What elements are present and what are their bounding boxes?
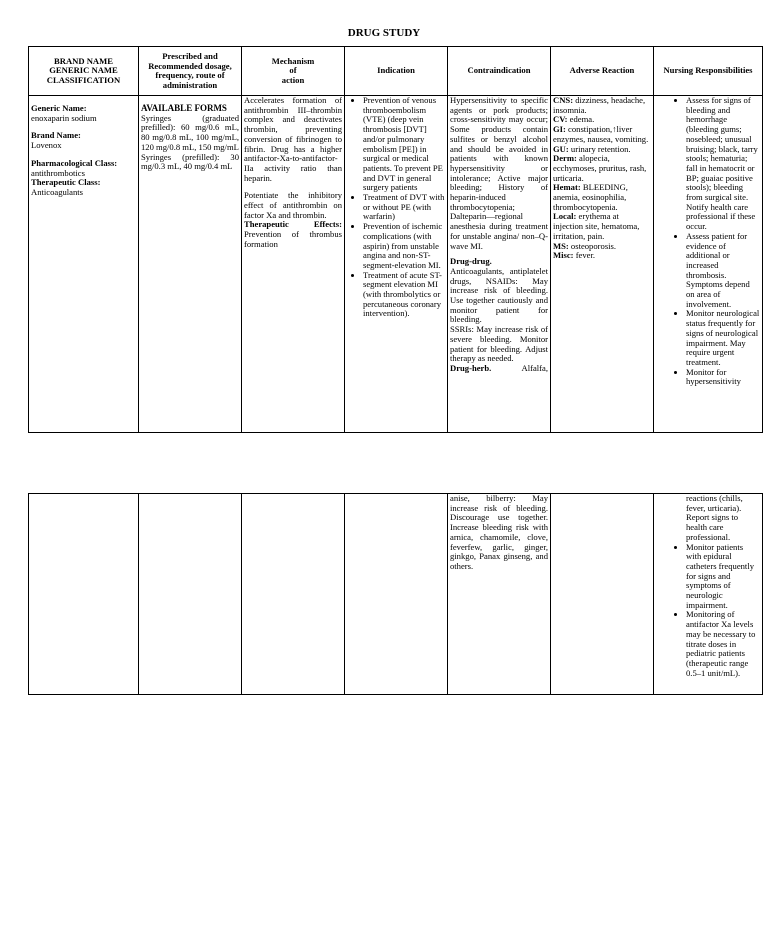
- cell-empty: [551, 494, 654, 695]
- cell-empty: [242, 494, 345, 695]
- list-item: • Monitor patients with epidural catheters frequently for signs and symptoms of neurologic impairment.: [686, 543, 760, 611]
- list-item: • Treatment of acute ST-segment elevation MI (with thrombolytics or percutaneous coronary intervention).: [363, 271, 445, 320]
- header-row: [29, 47, 763, 96]
- cell-names-classification: [29, 96, 139, 433]
- cell-empty: [29, 494, 139, 695]
- cell-adverse-reaction: [551, 96, 654, 433]
- cell-contraindication-continued: [448, 494, 551, 695]
- cell-empty: [345, 494, 448, 695]
- brand-name-label: Brand Name:: [31, 130, 81, 141]
- table-row: [29, 494, 763, 695]
- generic-name-value: enoxaparin sodium: [31, 112, 97, 123]
- therapeutic-effects-value: Prevention of thrombus formation: [244, 229, 342, 249]
- cell-nursing-continued: [654, 494, 763, 695]
- nursing-continued-text: reactions (chills, fever, urticaria). Report signs to health care professional.: [686, 493, 743, 542]
- adverse-item: Hemat: BLEEDING, anemia, eosinophilia, thrombocytopenia.: [553, 182, 628, 212]
- drug-drug-label: Drug-drug.: [450, 256, 492, 267]
- dosage-graduated-syringes: Syringes (graduated prefilled): 60 mg/0.6 mL, 80 mg/0.8 mL, 100 mg/mL, 120 mg/0.8 mL, 150 mg/mL: [141, 112, 239, 152]
- header-adverse-reaction: Adverse Reaction: [551, 47, 654, 96]
- cell-nursing-responsibilities: [654, 96, 763, 433]
- pharmacological-class-value: antithrombotics: [31, 167, 85, 178]
- nursing-list: [656, 96, 760, 387]
- adverse-item: GI: constipation,↑liver enzymes, nausea, vomiting.: [553, 124, 649, 144]
- adverse-item: Misc: fever.: [553, 250, 596, 261]
- drug-herb-label: Drug-herb.: [450, 362, 492, 373]
- drug-herb-text: anise, bilberry: May increase risk of bleeding. Discourage use together. Increase bleeding risk with arnica, chamomile, clove, feverfew, garlic, ginger, ginkgo, Panax ginseng, and others.: [450, 493, 548, 571]
- therapeutic-effects-label: Therapeutic Effects:: [244, 219, 342, 230]
- table-row: [29, 96, 763, 433]
- drug-study-table-continued: [28, 493, 763, 695]
- adverse-item: Derm: alopecia, ecchymoses, pruritus, rash, urticaria.: [553, 153, 647, 183]
- available-forms-heading: AVAILABLE FORMS: [141, 103, 227, 113]
- list-item: • Prevention of venous thromboembolism (VTE) (deep vein thrombosis [DVT] and/or pulmonary embolism [PE]) in surgical or medical patients. To prevent PE and DVT in general surgery patients: [363, 96, 445, 193]
- drug-drug-text: Anticoagulants, antiplatelet drugs, NSAIDs: May increase risk of bleeding. Use together cautiously and monitor patient for bleeding.: [450, 265, 548, 325]
- cell-dosage: [139, 96, 242, 433]
- header-brand-generic-classification: BRAND NAME GENERIC NAME CLASSIFICATION: [29, 47, 139, 96]
- list-item: • Treatment of DVT with or without PE (with warfarin): [363, 193, 445, 222]
- list-item: • Assess for signs of bleeding and hemorrhage (bleeding gums; nosebleed; unusual bruising; black, tarry stools; hematuria; fall in hematocrit or BP; guaiac positive stools); bleeding from surgical site. Notify health care professional if these occur.: [686, 96, 760, 232]
- adverse-item: CV: edema.: [553, 114, 595, 125]
- generic-name-label: Generic Name:: [31, 103, 87, 113]
- nursing-list-continued: [656, 543, 760, 679]
- adverse-item: GU: urinary retention.: [553, 143, 631, 154]
- header-mechanism: Mechanism of action: [242, 47, 345, 96]
- indication-list: [347, 96, 445, 319]
- drug-herb-start: Alfalfa,: [521, 362, 548, 373]
- therapeutic-class-label: Therapeutic Class:: [31, 177, 101, 188]
- cell-contraindication: [448, 96, 551, 433]
- list-item: • Monitor for hypersensitivity: [686, 368, 760, 387]
- list-item: • Monitor neurological status frequently for signs of neurological impairment. May require urgent treatment.: [686, 309, 760, 367]
- cell-mechanism: [242, 96, 345, 433]
- dosage-prefilled-syringes: Syringes (prefilled): 30 mg/0.3 mL, 40 mg/0.4 mL: [141, 151, 239, 172]
- adverse-item: MS: osteoporosis.: [553, 240, 617, 251]
- mechanism-inhibitory-text: Potentiate the inhibitory effect of antithrombin on factor Xa and thrombin.: [244, 190, 342, 220]
- list-item: • Prevention of ischemic complications (with aspirin) from unstable angina and non-ST-segment-elevation MI.: [363, 222, 445, 271]
- list-item: • Monitoring of antifactor Xa levels may be necessary to titrate doses in pediatric patients (therapeutic range 0.5–1 unit/mL).: [686, 610, 760, 678]
- list-item: • Assess patient for evidence of additional or increased thrombosis. Symptoms depend on area of involvement.: [686, 232, 760, 310]
- adverse-item: Local: erythema at injection site, hematoma, irritation, pain.: [553, 211, 640, 241]
- header-nursing-responsibilities: Nursing Responsibilities: [654, 47, 763, 96]
- cell-empty: [139, 494, 242, 695]
- adverse-item: CNS: dizziness, headache, insomnia.: [553, 95, 646, 115]
- mechanism-text: Accelerates formation of antithrombin III–thrombin complex and deactivates thrombin, preventing conversion of fibrinogen to fibrin. Drug has a higher antifactor-Xa-to-antifactor-IIa activity ratio than heparin.: [244, 95, 342, 183]
- drug-study-table: [28, 46, 763, 433]
- brand-name-value: Lovenox: [31, 140, 62, 151]
- ssri-text: SSRIs: May increase risk of severe bleeding. Monitor patient for bleeding. Adjust therapy as needed.: [450, 324, 548, 364]
- cell-indication: [345, 96, 448, 433]
- header-dosage: Prescribed and Recommended dosage, frequency, route of administration: [139, 47, 242, 96]
- page-title: DRUG STUDY: [347, 27, 421, 39]
- pharmacological-class-label: Pharmacological Class:: [31, 157, 118, 168]
- header-indication: Indication: [345, 47, 448, 96]
- contraindication-text: Hypersensitivity to specific agents or pork products; cross-sensitivity may occur; Some products contain sulfites or benzyl alcohol and should be avoided in patients with known hypersensitivity or intolerance; Active major bleeding; History of heparin-induced thrombocytopenia; Dalteparin—regional anesthesia during treatment for unstable angina/ non–Q-wave MI.: [450, 95, 548, 251]
- header-contraindication: Contraindication: [448, 47, 551, 96]
- therapeutic-class-value: Anticoagulants: [31, 186, 84, 197]
